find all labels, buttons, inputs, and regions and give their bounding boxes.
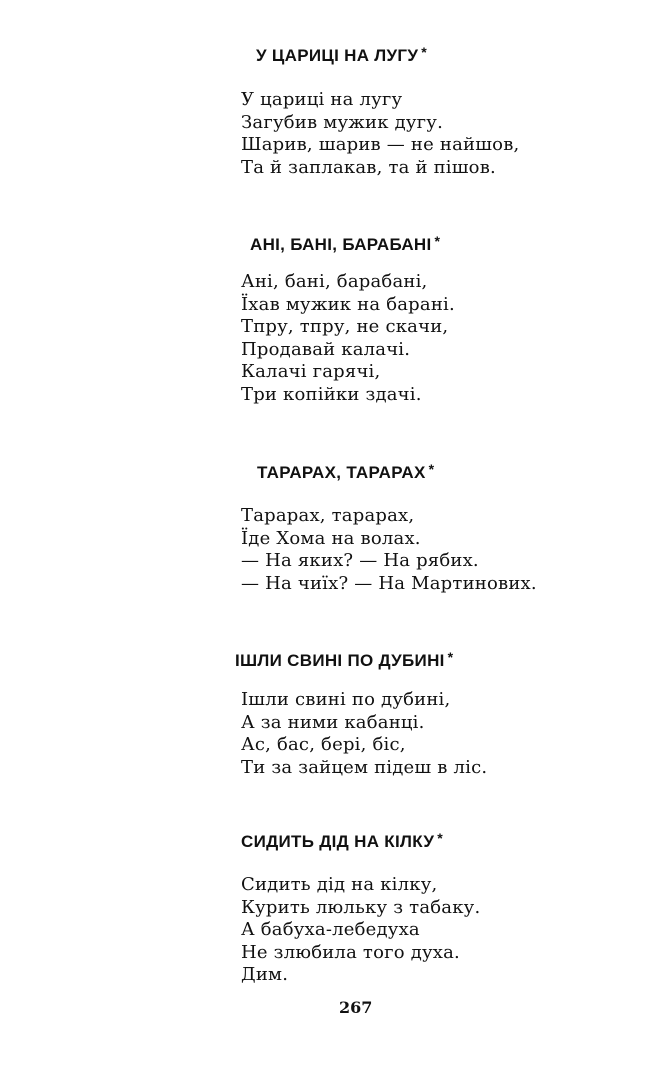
poem-line: — На яких? — На рябих. — [241, 550, 479, 571]
poem-line: Сидить дід на кілку, — [241, 874, 438, 895]
poem-lines — [241, 505, 537, 595]
poem-line: Продавай калачі. — [241, 338, 411, 360]
poem-line: Тпру, тпру, не скачи, — [241, 316, 449, 337]
poem-line: Їхав мужик на барані. — [241, 293, 455, 315]
footnote-mark: * — [428, 461, 435, 477]
poem-line: Ані, бані, барабані, — [241, 271, 428, 292]
poem-title-text: У ЦАРИЦІ НА ЛУГУ — [256, 46, 419, 65]
poem-title — [235, 649, 453, 671]
poem-title-text: СИДИТЬ ДІД НА КІЛКУ — [241, 832, 435, 851]
poem-line: Ас, бас, бері, біс, — [241, 734, 406, 755]
poem-title — [257, 461, 434, 483]
footnote-mark: * — [447, 649, 454, 665]
poem-title — [241, 830, 443, 852]
poem-title-text: ІШЛИ СВИНІ ПО ДУБИНІ — [235, 651, 445, 670]
poem-title — [250, 233, 440, 255]
poem-line: У цариці на лугу — [241, 89, 403, 110]
poem-lines — [241, 271, 455, 406]
poem-lines — [241, 689, 487, 779]
poem-line: Загубив мужик дугу. — [241, 111, 443, 133]
poem-line: Не злюбила того духа. — [241, 941, 460, 963]
poem-line: Шарив, шарив — не найшов, — [241, 134, 520, 155]
poem-line: Ти за зайцем підеш в ліс. — [241, 756, 488, 778]
poem-line: Їде Хома на волах. — [241, 527, 421, 549]
poem-line: Курить люльку з табаку. — [241, 896, 481, 918]
poem-lines — [241, 89, 519, 179]
poem-line: Калачі гарячі, — [241, 361, 381, 382]
poem-title — [256, 44, 427, 66]
page-number: 267 — [339, 998, 373, 1017]
poem-lines — [241, 874, 480, 987]
poem-line: Три копійки здачі. — [241, 383, 422, 405]
poem-line: Ішли свині по дубині, — [241, 689, 451, 710]
footnote-mark: * — [437, 830, 443, 846]
poem-line: Та й заплакав, та й пішов. — [241, 156, 496, 178]
poem-line: Дим. — [241, 964, 289, 985]
footnote-mark: * — [434, 233, 441, 249]
poem-title-text: ТАРАРАХ, ТАРАРАХ — [257, 463, 426, 482]
poem-line: А за ними кабанці. — [241, 711, 425, 733]
poem-title-text: АНІ, БАНІ, БАРАБАНІ — [250, 235, 432, 254]
poem-line: — На чиїх? — На Мартинових. — [241, 572, 537, 594]
poem-line: А бабуха-лебедуха — [241, 919, 420, 940]
footnote-mark: * — [421, 44, 427, 60]
poem-line: Тарарах, тарарах, — [241, 505, 415, 526]
